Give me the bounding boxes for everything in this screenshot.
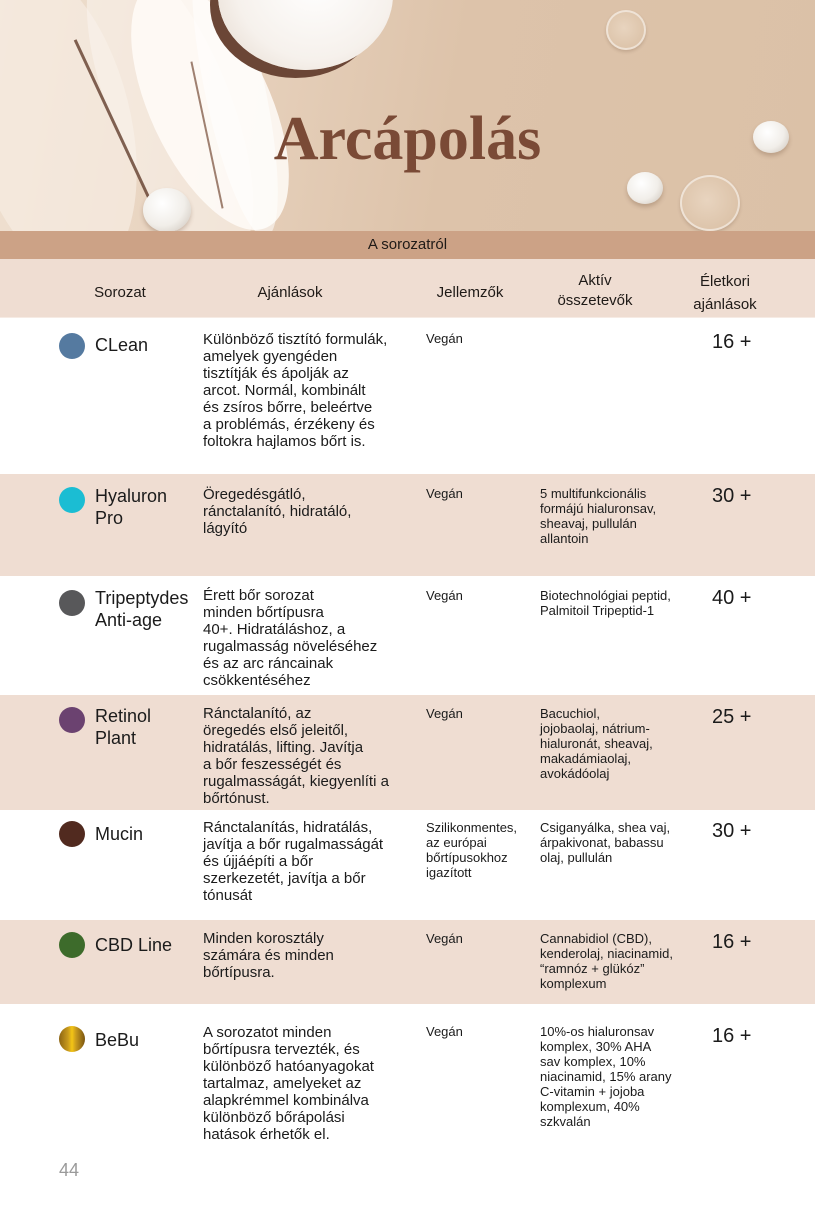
recommendations-cell: Különböző tisztító formulák, amelyek gyengéden tisztítják és ápolják az arcot. Normál, kombinált és zsíros bőrre, beleértve a problémás, érzékeny és foltokra hajlamos bőrt is. xyxy=(203,331,388,450)
active-ingredients-cell: Cannabidiol (CBD), kenderolaj, niacinamid, “ramnóz + glükóz” komplexum xyxy=(540,931,673,991)
age-recommendation: 16 + xyxy=(712,1025,752,1047)
table-row xyxy=(0,474,815,576)
features-cell: Vegán xyxy=(426,588,463,603)
hero-banner xyxy=(0,0,815,231)
section-title-bar: A sorozatról xyxy=(0,231,815,259)
series-name: BeBu xyxy=(95,1030,140,1050)
series-color-dot-icon xyxy=(59,590,85,616)
cream-drop-decoration xyxy=(143,188,191,231)
table-row xyxy=(0,695,815,810)
table-row xyxy=(0,1004,815,1154)
age-recommendation: 16 + xyxy=(712,931,752,953)
recommendations-cell: Ránctalanító, az öregedés első jeleitől, hidratálás, lifting. Javítja a bőr feszességét és rugalmasságát, kiegyenlíti a bőrtónust. xyxy=(203,705,389,807)
table-row xyxy=(0,319,815,474)
serum-drop-decoration xyxy=(606,10,646,50)
active-ingredients-cell: 10%-os hialuronsav komplex, 30% AHA sav komplex, 10% niacinamid, 15% arany C-vitamin + jojoba komplexum, 40% szkvalán xyxy=(540,1024,672,1129)
recommendations-cell: Minden korosztály számára és minden bőrtípusra. xyxy=(203,930,334,981)
recommendations-cell: Érett bőr sorozat minden bőrtípusra 40+. Hidratáláshoz, a rugalmasság növeléséhez és az arc ráncainak csökkentéséhez xyxy=(203,587,378,689)
cream-drop-decoration xyxy=(627,172,663,204)
table-row xyxy=(0,920,815,1004)
series-color-dot-icon xyxy=(59,821,85,847)
age-recommendation: 16 + xyxy=(712,331,752,353)
active-ingredients-cell: Biotechnológiai peptid, Palmitoil Tripeptid-1 xyxy=(540,588,671,618)
series-name: CLean xyxy=(95,335,149,355)
column-header-features: Jellemzők xyxy=(436,284,504,301)
series-name: Hyaluron Pro xyxy=(95,486,168,528)
age-recommendation: 40 + xyxy=(712,587,752,609)
column-header-recommendations: Ajánlások xyxy=(257,284,323,301)
column-header-age: Életkori ajánlások xyxy=(693,273,757,313)
column-header-series: Sorozat xyxy=(94,284,146,301)
recommendations-cell: Öregedésgátló, ránctalanító, hidratáló, lágyító xyxy=(203,486,352,537)
features-cell: Vegán xyxy=(426,931,463,946)
features-cell: Szilikonmentes, az európai bőrtípusokhoz igazított xyxy=(426,820,518,880)
features-cell: Vegán xyxy=(426,331,463,346)
active-ingredients-cell: Bacuchiol, jojobaolaj, nátrium- hialuronát, sheavaj, makadámiaolaj, avokádóolaj xyxy=(540,706,653,781)
active-ingredients-cell: 5 multifunkcionális formájú hialuronsav, sheavaj, pullulán allantoin xyxy=(540,486,657,546)
table-row xyxy=(0,576,815,695)
series-color-dot-icon xyxy=(59,1026,85,1052)
table-row xyxy=(0,810,815,920)
series-name: Mucin xyxy=(95,824,144,844)
age-recommendation: 25 + xyxy=(712,706,752,728)
page-title: Arcápolás xyxy=(273,105,542,173)
features-cell: Vegán xyxy=(426,706,463,721)
column-header-active-ingredients: Aktív összetevők xyxy=(557,272,633,309)
series-color-dot-icon xyxy=(59,333,85,359)
page-number: 44 xyxy=(59,1160,80,1180)
series-color-dot-icon xyxy=(59,932,85,958)
series-color-dot-icon xyxy=(59,487,85,513)
active-ingredients-cell: Csiganyálka, shea vaj, árpakivonat, babassu olaj, pullulán xyxy=(540,820,671,865)
series-name: Tripeptydes Anti-age xyxy=(95,588,189,630)
series-color-dot-icon xyxy=(59,707,85,733)
features-cell: Vegán xyxy=(426,1024,463,1039)
age-recommendation: 30 + xyxy=(712,485,752,507)
recommendations-cell: A sorozatot minden bőrtípusra tervezték, és különböző hatóanyagokat tartalmaz, amelyeket az alapkrémmel kombinálva különböző bőrápolási hatások érhetők el. xyxy=(203,1024,374,1143)
serum-drop-decoration xyxy=(680,175,740,231)
series-name: CBD Line xyxy=(95,935,173,955)
recommendations-cell: Ránctalanítás, hidratálás, javítja a bőr rugalmasságát és újjáépíti a bőr szerkezetét, javítja a bőr tónusát xyxy=(203,819,384,904)
features-cell: Vegán xyxy=(426,486,463,501)
series-name: Retinol Plant xyxy=(95,706,152,748)
table-header-row xyxy=(0,259,815,318)
age-recommendation: 30 + xyxy=(712,820,752,842)
